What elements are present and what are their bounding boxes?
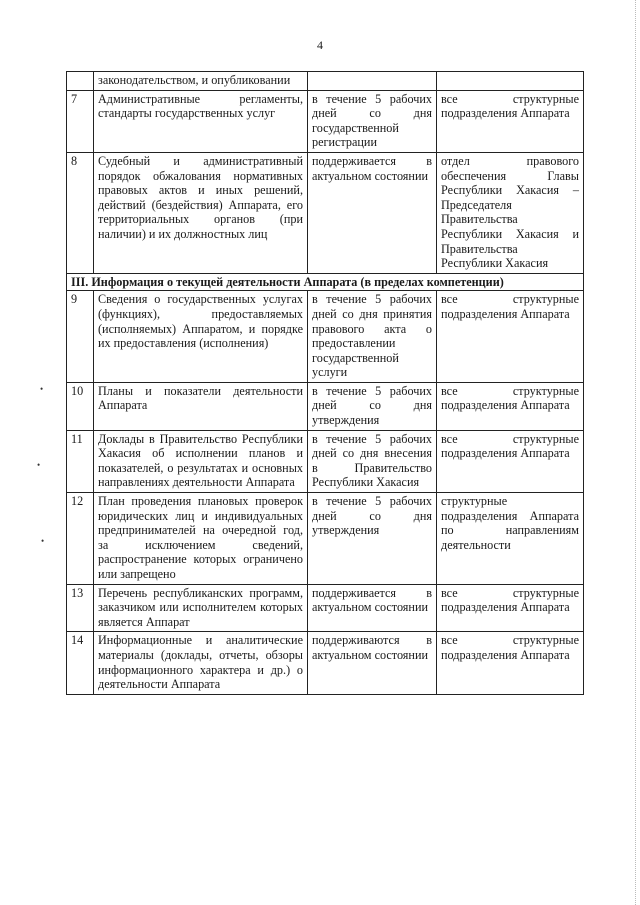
row-number: 7 <box>67 90 94 152</box>
table-row <box>67 152 584 273</box>
table-row <box>67 430 584 492</box>
responsible-unit-cell <box>437 72 584 91</box>
info-type-cell: Доклады в Правительство Республики Хакасия об исполнении планов и показателей, о результатах и основных направлениях деятельности Аппарата <box>94 430 308 492</box>
table-body-after <box>67 291 584 694</box>
row-number: 13 <box>67 584 94 632</box>
margin-mark: • <box>37 460 41 470</box>
responsible-unit-cell: все структурные подразделения Аппарата <box>437 90 584 152</box>
table-row <box>67 584 584 632</box>
responsible-unit-cell: все структурные подразделения Аппарата <box>437 632 584 694</box>
placement-term-cell: в течение 5 рабочих дней со дня принятия правового акта о предоставлении государственной услуги <box>308 291 437 383</box>
info-type-cell: Судебный и административный порядок обжалования нормативных правовых актов и иных решений, действий (бездействия) Аппарата, его территориальных органов (при наличии) и их должностных лиц <box>94 152 308 273</box>
row-number <box>67 72 94 91</box>
placement-term-cell: в течение 5 рабочих дней со дня внесения в Правительство Республики Хакасия <box>308 430 437 492</box>
row-number: 8 <box>67 152 94 273</box>
margin-mark: • <box>41 536 45 546</box>
row-number: 12 <box>67 493 94 585</box>
responsible-unit-cell: все структурные подразделения Аппарата <box>437 430 584 492</box>
placement-term-cell: в течение 5 рабочих дней со дня утверждения <box>308 493 437 585</box>
table-row <box>67 90 584 152</box>
placement-term-cell: поддерживаются в актуальном состоянии <box>308 632 437 694</box>
row-number: 14 <box>67 632 94 694</box>
info-type-cell: План проведения плановых проверок юридических лиц и индивидуальных предпринимателей на очередной год, за исключением сведений, распространение которых ограничено или запрещено <box>94 493 308 585</box>
placement-term-cell: поддерживается в актуальном состоянии <box>308 584 437 632</box>
table-row <box>67 632 584 694</box>
section-header-row <box>67 273 584 291</box>
row-number: 11 <box>67 430 94 492</box>
info-type-cell: Информационные и аналитические материалы (доклады, отчеты, обзоры информационного характера и др.) о деятельности Аппарата <box>94 632 308 694</box>
table-row <box>67 493 584 585</box>
table-row <box>67 72 584 91</box>
table-row <box>67 382 584 430</box>
responsible-unit-cell: отдел правового обеспечения Главы Республики Хакасия – Председателя Правительства Республики Хакасия и Правительства Республики Хакасия <box>437 152 584 273</box>
responsible-unit-cell: все структурные подразделения Аппарата <box>437 584 584 632</box>
responsible-unit-cell: все структурные подразделения Аппарата <box>437 291 584 383</box>
table-body-before <box>67 72 584 274</box>
info-type-cell: Административные регламенты, стандарты государственных услуг <box>94 90 308 152</box>
responsible-unit-cell: все структурные подразделения Аппарата <box>437 382 584 430</box>
table-row <box>67 291 584 383</box>
info-type-cell: законодательством, и опубликовании <box>94 72 308 91</box>
placement-term-cell: поддерживается в актуальном состоянии <box>308 152 437 273</box>
info-type-cell: Планы и показатели деятельности Аппарата <box>94 382 308 430</box>
scan-edge <box>634 0 636 905</box>
section-title: III. Информация о текущей деятельности Аппарата (в пределах компетенции) <box>67 273 584 291</box>
placement-term-cell: в течение 5 рабочих дней со дня государственной регистрации <box>308 90 437 152</box>
info-type-cell: Перечень республиканских программ, заказчиком или исполнителем которых является Аппарат <box>94 584 308 632</box>
info-type-cell: Сведения о государственных услугах (функциях), предоставляемых (исполняемых) Аппаратом, и порядке их предоставления (исполнения) <box>94 291 308 383</box>
placement-term-cell <box>308 72 437 91</box>
row-number: 9 <box>67 291 94 383</box>
responsible-unit-cell: структурные подразделения Аппарата по направлениям деятельности <box>437 493 584 585</box>
page-number: 4 <box>317 38 323 52</box>
row-number: 10 <box>67 382 94 430</box>
margin-mark: • <box>40 384 44 394</box>
placement-term-cell: в течение 5 рабочих дней со дня утверждения <box>308 382 437 430</box>
disclosure-table <box>66 71 584 695</box>
